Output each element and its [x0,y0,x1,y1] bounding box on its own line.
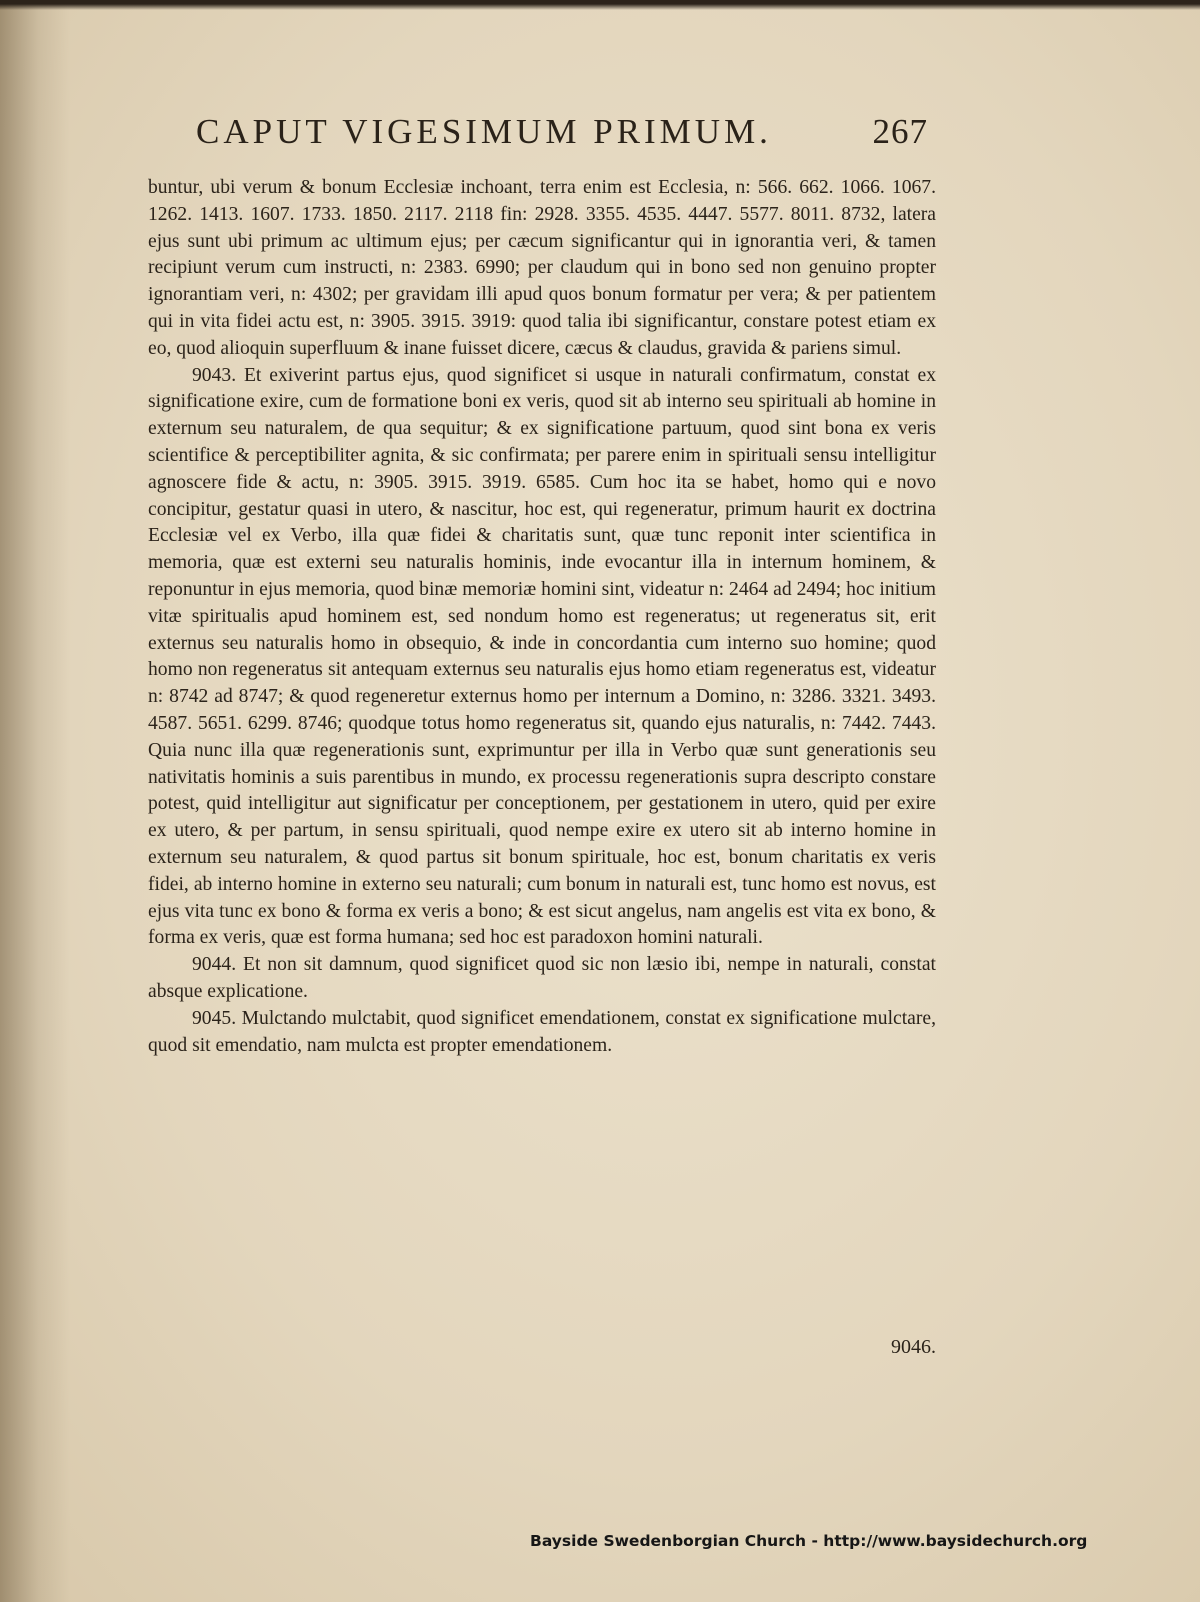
body-text [148,175,936,1059]
paragraph-9044: 9044. Et non sit damnum, quod significet quod sic non læsio ibi, nempe in naturali, constat absque explicatione. [148,954,936,1002]
page-top-edge [0,0,1200,10]
running-head [196,112,928,162]
page-number: 267 [872,112,928,151]
binding-shadow [0,0,70,1602]
paragraph-continued: buntur, ubi verum & bonum Ecclesiæ inchoant, terra enim est Ecclesia, n: 566. 662. 1066. 1067. 1262. 1413. 1607. 1733. 1850. 2117. 2118 fin: 2928. 3355. 4535. 4447. 5577. 8011. 8732, latera ejus sunt ubi primum ac ultimum ejus; per cæcum significantur qui in ignorantia veri, & tamen recipiunt verum cum instructi, n: 2383. 6990; per claudum qui in bono sed non genuino propter ignorantiam veri, n: 4302; per gravidam illi apud quos bonum formatur per vera; & per patientem qui in vita fidei actu est, n: 3905. 3915. 3919: quod talia ibi significantur, constare potest etiam ex eo, quod alioquin superfluum & inane fuisset dicere, cæcus & claudus, gravida & pariens simul. [148,177,936,359]
running-title: CAPUT VIGESIMUM PRIMUM. [196,112,772,151]
paragraph-9043: 9043. Et exiverint partus ejus, quod significet si usque in naturali confirmatum, constat ex significatione exire, cum de formatione boni ex veris, quod sit ab interno seu spirituali ab homine in externum seu naturalem, de qua sequitur; & ex significatione partuum, quod sint bona ex veris scientifice & perceptibiliter agnita, & sic confirmata; per parere enim in spirituali sensu intelligitur agnoscere fide & actu, n: 3905. 3915. 3919. 6585. Cum hoc ita se habet, homo qui e novo concipitur, gestatur quasi in utero, & nascitur, hoc est, qui regeneratur, primum haurit ex doctrina Ecclesiæ vel ex Verbo, illa quæ fidei & charitatis sunt, quæ tunc reponit inter scientifica in memoria, quæ est externi seu naturalis hominis, inde evocantur illa in internum hominem, & reponuntur in ejus memoria, quod binæ memoriæ homini sint, videatur n: 2464 ad 2494; hoc initium vitæ spiritualis apud hominem est, sed nondum homo est regeneratus; ut regeneratus sit, erit externus seu naturalis homo in obsequio, & inde in concordantia cum interno suo homine; quod homo non regeneratus sit antequam externus seu naturalis ejus homo etiam regeneratus est, videatur n: 8742 ad 8747; & quod regeneretur externus homo per internum a Domino, n: 3286. 3321. 3493. 4587. 5651. 6299. 8746; quodque totus homo regeneratus sit, quando ejus naturalis, n: 7442. 7443. Quia nunc illa quæ regenerationis sunt, exprimuntur per illa in Verbo quæ sunt generationis seu nativitatis hominis a suis parentibus in mundo, ex processu regenerationis supra descripto constare potest, quid intelligitur aut significatur per conceptionem, per gestationem in utero, quid per exire ex utero, & per partum, in sensu spirituali, quod nempe exire ex utero sit ab interno homine in externum seu naturalem, & quod partus sit bonum spirituale, hoc est, bonum charitatis ex veris fidei, ab interno homine in externo seu naturali; cum bonum in naturali est, tunc homo est novus, est ejus vita tunc ex bono & forma ex veris a bono; & est sicut angelus, nam angelis est vita ex bono, & forma ex veris, quæ est forma humana; sed hoc est paradoxon homini naturali. [148,364,936,949]
footer-credit: Bayside Swedenborgian Church - http://www.baysidechurch.org [530,1532,1088,1550]
paragraph-9045: 9045. Mulctando mulctabit, quod significet emendationem, constat ex significatione mulctare, quod sit emendatio, nam mulcta est propter emendationem. [148,1007,936,1056]
catchword: 9046. [891,1336,936,1358]
